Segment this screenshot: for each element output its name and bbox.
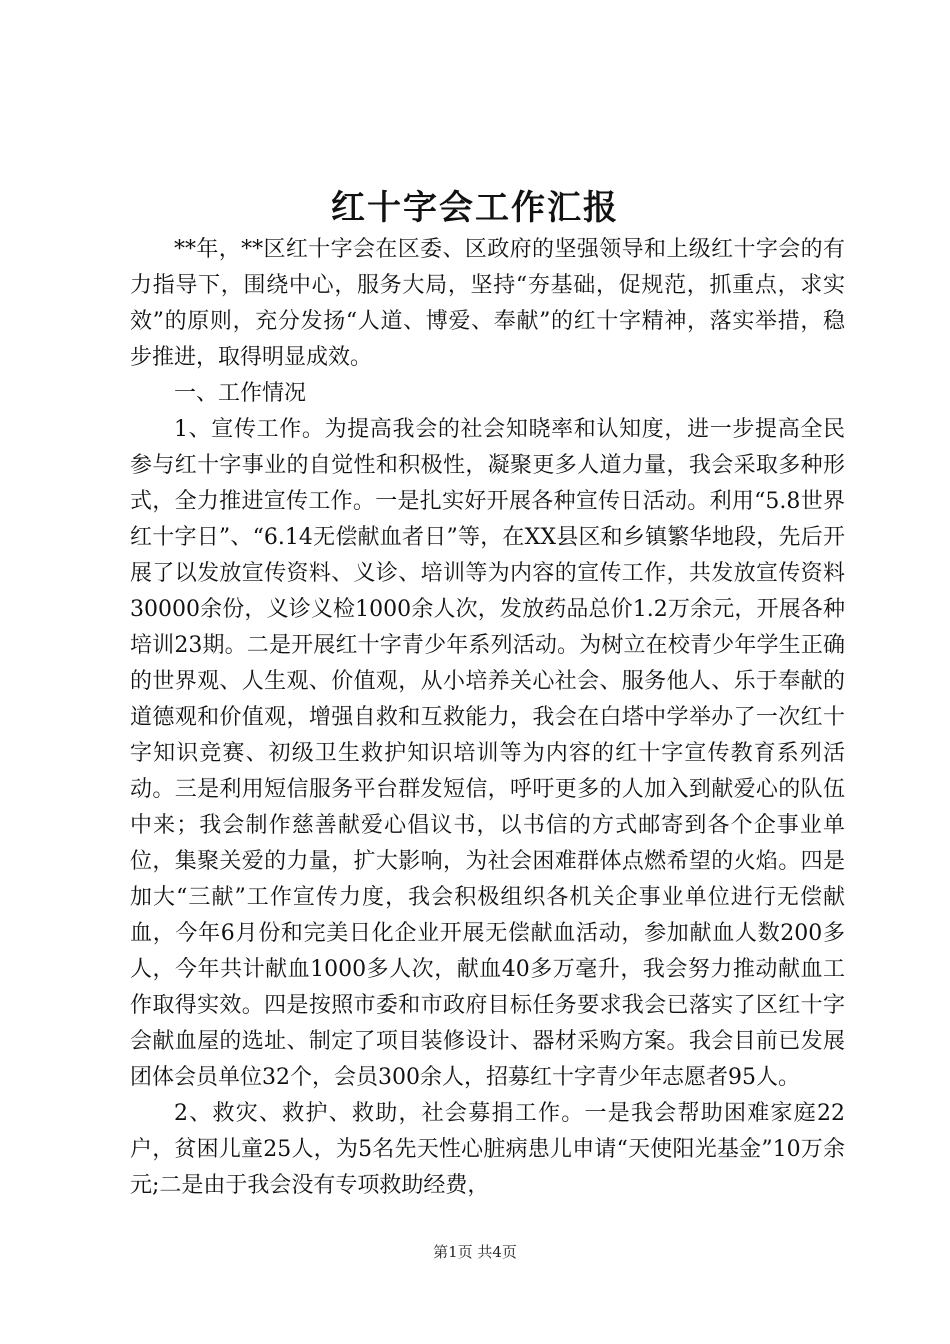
page-number: 第1页 共4页 [433,1243,517,1261]
document-body [130,232,845,1204]
paragraph-publicity-work: 1、宣传工作。为提高我会的社会知晓率和认知度，进一步提高全民参与红十字事业的自觉性和积极性，凝聚更多人道力量，我会采取多种形式，全力推进宣传工作。一是扎实好开展各种宣传日活动。利用“5.8世界红十字日”、“6.14无偿献血者日”等，在XX县区和乡镇繁华地段，先后开展了以发放宣传资料、义诊、培训等为内容的宣传工作，共发放宣传资料30000余份，义诊义检1000余人次，发放药品总价1.2万余元，开展各种培训23期。二是开展红十字青少年系列活动。为树立在校青少年学生正确的世界观、人生观、价值观，从小培养关心社会、服务他人、乐于奉献的道德观和价值观，增强自救和互救能力，我会在白塔中学举办了一次红十字知识竞赛、初级卫生救护知识培训等为内容的红十字宣传教育系列活动。三是利用短信服务平台群发短信，呼吁更多的人加入到献爱心的队伍中来；我会制作慈善献爱心倡议书，以书信的方式邮寄到各个企事业单位，集聚关爱的力量，扩大影响，为社会困难群体点燃希望的火焰。四是加大“三献”工作宣传力度，我会积极组织各机关企事业单位进行无偿献血，今年6月份和完美日化企业开展无偿献血活动，参加献血人数200多人，今年共计献血1000多人次，献血40多万毫升，我会努力推动献血工作取得实效。四是按照市委和市政府目标任务要求我会已落实了区红十字会献血屋的选址、制定了项目装修设计、器材采购方案。我会目前已发展团体会员单位32个，会员300余人，招募红十字青少年志愿者95人。 [130,417,845,1090]
paragraph-intro: **年，**区红十字会在区委、区政府的坚强领导和上级红十字会的有力指导下，围绕中心，服务大局，坚持“夯基础，促规范，抓重点，求实效”的原则，充分发扬“人道、博爱、奉献”的红十字精神，落实举措，稳步推进，取得明显成效。 [130,237,845,370]
document-title: 红十字会工作汇报 [331,188,619,228]
section-heading-work-status: 一、工作情况 [174,381,307,406]
paragraph-relief-work: 2、救灾、救护、救助，社会募捐工作。一是我会帮助困难家庭22户，贫困儿童25人，为5名先天性心脏病患儿申请“天使阳光基金”10万余元;二是由于我会没有专项救助经费， [130,1101,845,1198]
